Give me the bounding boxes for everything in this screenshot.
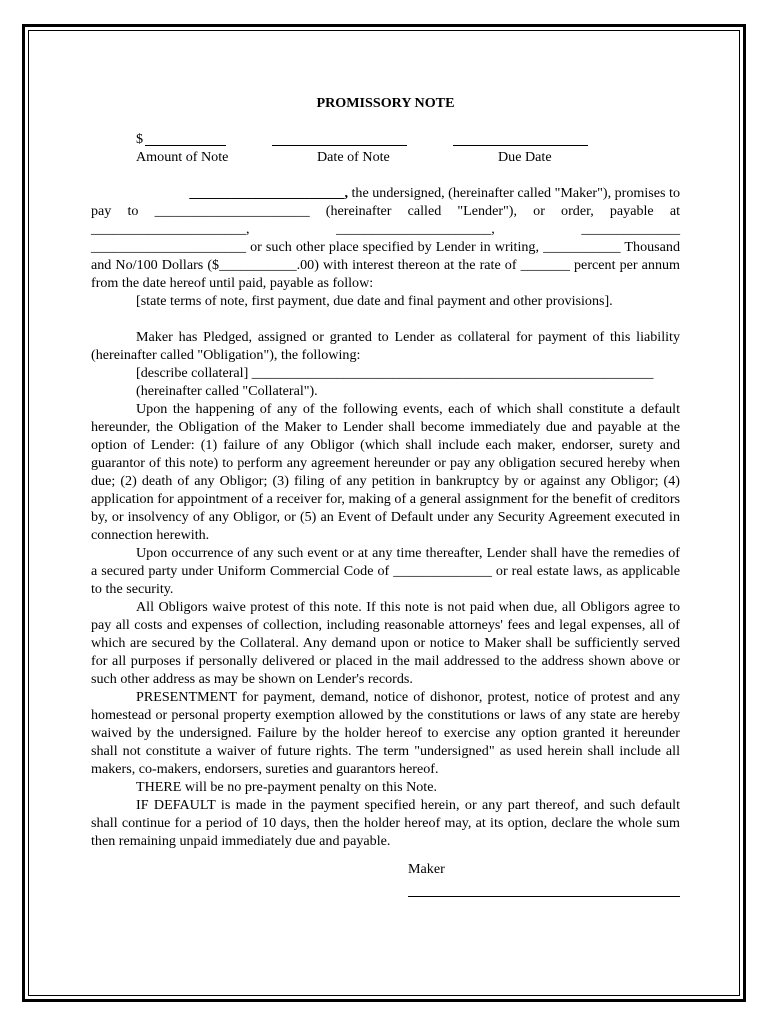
default-events-paragraph: Upon the happening of any of the following events, each of which shall constitute a default hereunder, the Obligation of the Maker to Lender shall become immediately due and payable at the option of Lender: (1) failure of any Obligor (which shall include each maker, endorser, surety and guarantor of this note) to perform any agreement hereunder or pay any obligation secured hereby when due; (2) death of any Obligor; (3) filing of any petition in bankruptcy by or against any Obligor; (4) application for appointment of a receiver for, making of a general assignment for the benefit of creditors by, or insolvency of any Obligor, or (5) an Event of Default under any Security Agreement executed in connection herewith. (91, 401, 680, 543)
intro-line-2: pay to ______________________ (hereinafter called "Lender"), or order, payable at (91, 203, 680, 219)
presentment-paragraph: PRESENTMENT for payment, demand, notice of dishonor, protest, notice of protest and any homestead or personal property exemption allowed by the constitutions or laws of any state are hereby waived by the undersigned. Failure by the holder hereof to exercise any option granted it hereunder shall not constitute a waiver of future rights. The term "undersigned" as used herein shall include all makers, co-makers, endorsers, sureties and guarantors hereof. (91, 689, 680, 777)
intro-line-4: ______________________ or such other place specified by Lender in writing, ___________ Thousand and No/100 Dollars ($___________.00) with interest thereon at the rate of _______ percent per annum from the date hereof until paid, payable as follow: (91, 239, 680, 291)
collateral-called: (hereinafter called "Collateral"). (136, 383, 318, 399)
due-date-blank[interactable] (453, 145, 588, 146)
note-header (91, 130, 680, 166)
terms-note: [state terms of note, first payment, due date and final payment and other provisions]. (136, 293, 613, 309)
amount-blank[interactable] (145, 145, 226, 146)
default-payment-paragraph: IF DEFAULT is made in the payment specified herein, or any part thereof, and such default shall continue for a period of 10 days, then the holder hereof may, at its option, declare the whole sum then remaining unpaid immediately due and payable. (91, 797, 680, 849)
collateral-paragraph: Maker has Pledged, assigned or granted to Lender as collateral for payment of this liability (hereinafter called "Obligation"), the following: (91, 329, 680, 363)
maker-name-blank[interactable]: ______________________, (189, 185, 348, 201)
document-title: PROMISSORY NOTE (316, 95, 455, 111)
amount-label: Amount of Note (136, 149, 229, 165)
date-label: Date of Note (317, 149, 390, 165)
document-body (91, 94, 680, 930)
date-blank[interactable] (272, 145, 407, 146)
prepayment-paragraph: THERE will be no pre-payment penalty on this Note. (136, 779, 437, 795)
maker-signature-label: Maker (408, 861, 445, 877)
waiver-paragraph: All Obligors waive protest of this note. If this note is not paid when due, all Obligors agree to pay all costs and expenses of collection, including reasonable attorneys' fees and legal expenses, all of which are secured by the Collateral. Any demand upon or notice to Maker shall be sufficiently served for all purposes if personally delivered or placed in the mail addressed to the address shown above or such other address as may be shown on Lender's records. (91, 599, 680, 687)
collateral-describe: [describe collateral] _________________________________________________________ (136, 365, 654, 381)
due-date-label: Due Date (498, 149, 552, 165)
amount-prefix: $ (136, 131, 144, 147)
intro-line-1 (91, 184, 680, 202)
maker-signature-line[interactable] (408, 896, 680, 897)
intro-line-3: ______________________, ______________________, ______________ (91, 221, 680, 237)
signature-block (91, 850, 680, 930)
intro-text-1: the undersigned, (hereinafter called "Maker"), promises to (351, 185, 680, 201)
remedies-paragraph: Upon occurrence of any such event or at any time thereafter, Lender shall have the remedies of a secured party under Uniform Commercial Code of ______________ or real estate laws, as applicable to the security. (91, 545, 680, 597)
